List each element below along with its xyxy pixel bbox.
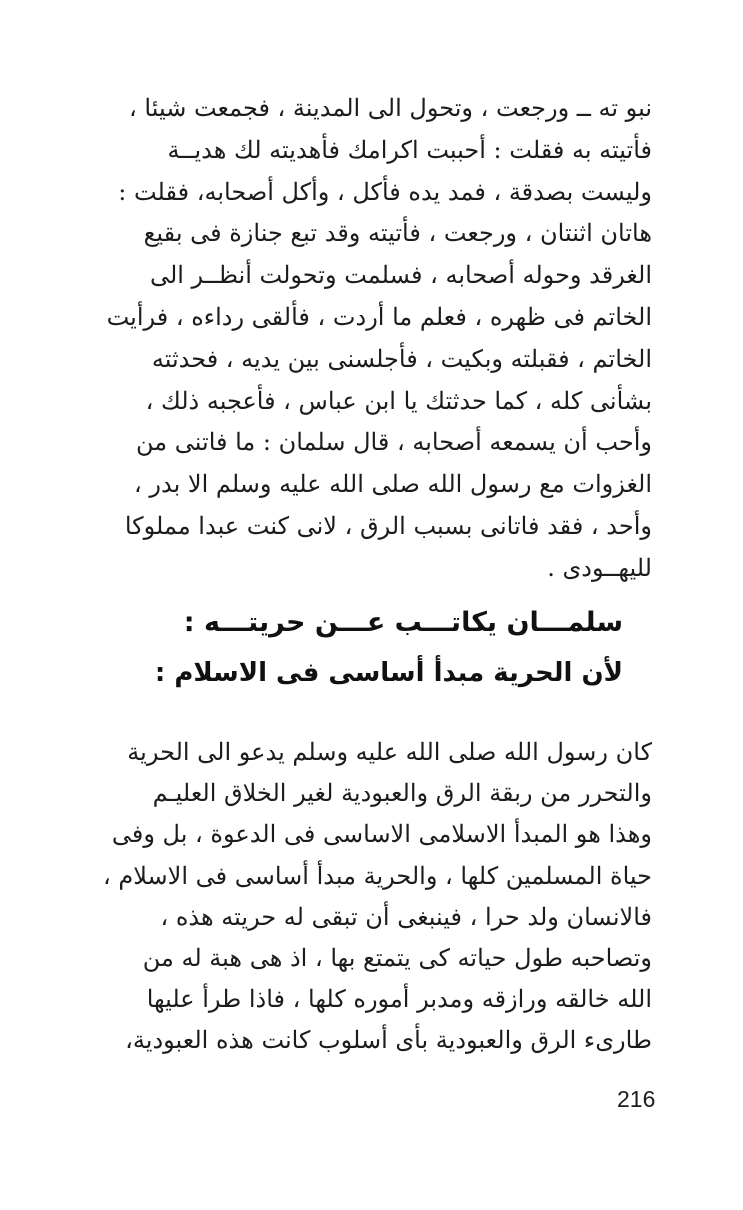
- section-heading: سلمـــان يكاتـــب عـــن حريتـــه :: [183, 607, 623, 638]
- text-line: بشأنى كله ، كما حدثتك يا ابن عباس ، فأعجبه ذلك ،: [145, 386, 652, 415]
- text-line: وأحد ، فقد فاتانى بسبب الرق ، لانى كنت عبدا مملوكا: [124, 511, 652, 540]
- text-line: طارىء الرق والعبودية بأى أسلوب كانت هذه العبودية،: [125, 1026, 652, 1055]
- text-line: الله خالقه ورازقه ومدبر أموره كلها ، فاذا طرأ عليها: [146, 985, 652, 1014]
- text-line: وأحب أن يسمعه أصحابه ، قال سلمان : ما فاتنى من: [136, 428, 652, 457]
- text-line: الخاتم ، فقبلته وبكيت ، فأجلسنى بين يديه ، فحدثته: [151, 344, 652, 373]
- text-line: كان رسول الله صلى الله عليه وسلم يدعو الى الحرية: [127, 738, 652, 766]
- text-line: نبو ته ــ ورجعت ، وتحول الى المدينة ، فجمعت شيئا ،: [129, 94, 652, 122]
- text-line: فالانسان ولد حرا ، فينبغى أن تبقى له حريته هذه ،: [160, 902, 652, 931]
- text-line: الغزوات مع رسول الله صلى الله عليه وسلم الا بدر ،: [134, 470, 652, 499]
- text-line: الغرقد وحوله أصحابه ، فسلمت وتحولت أنظــر الى: [149, 261, 652, 290]
- text-line: حياة المسلمين كلها ، والحرية مبدأ أساسى فى الاسلام ،: [103, 861, 652, 890]
- paragraph-freedom: [72, 732, 652, 1062]
- page-number: 216: [617, 1086, 656, 1112]
- text-line: وليست بصدقة ، فمد يده فأكل ، وأكل أصحابه، فقلت :: [118, 177, 652, 206]
- text-line: الخاتم فى ظهره ، فعلم ما أردت ، فألقى رداءه ، فرأيت: [106, 302, 652, 331]
- text-line: والتحرر من ربقة الرق والعبودية لغير الخلاق العليـم: [152, 779, 652, 808]
- text-line: فأتيته به فقلت : أحببت اكرامك فأهديته لك هديــة: [167, 135, 652, 164]
- text-line: لليهــودى .: [547, 553, 652, 582]
- text-line: وتصاحبه طول حياته كى يتمتع بها ، اذ هى هبة له من: [142, 943, 652, 972]
- section-subheading: لأن الحرية مبدأ أساسى فى الاسلام :: [154, 658, 623, 688]
- text-line: وهذا هو المبدأ الاسلامى الاساسى فى الدعوة ، بل وفى: [111, 820, 652, 849]
- paragraph-salman-story: [72, 88, 652, 590]
- text-line: هاتان اثنتان ، ورجعت ، فأتيته وقد تبع جنازة فى بقيع: [143, 219, 652, 248]
